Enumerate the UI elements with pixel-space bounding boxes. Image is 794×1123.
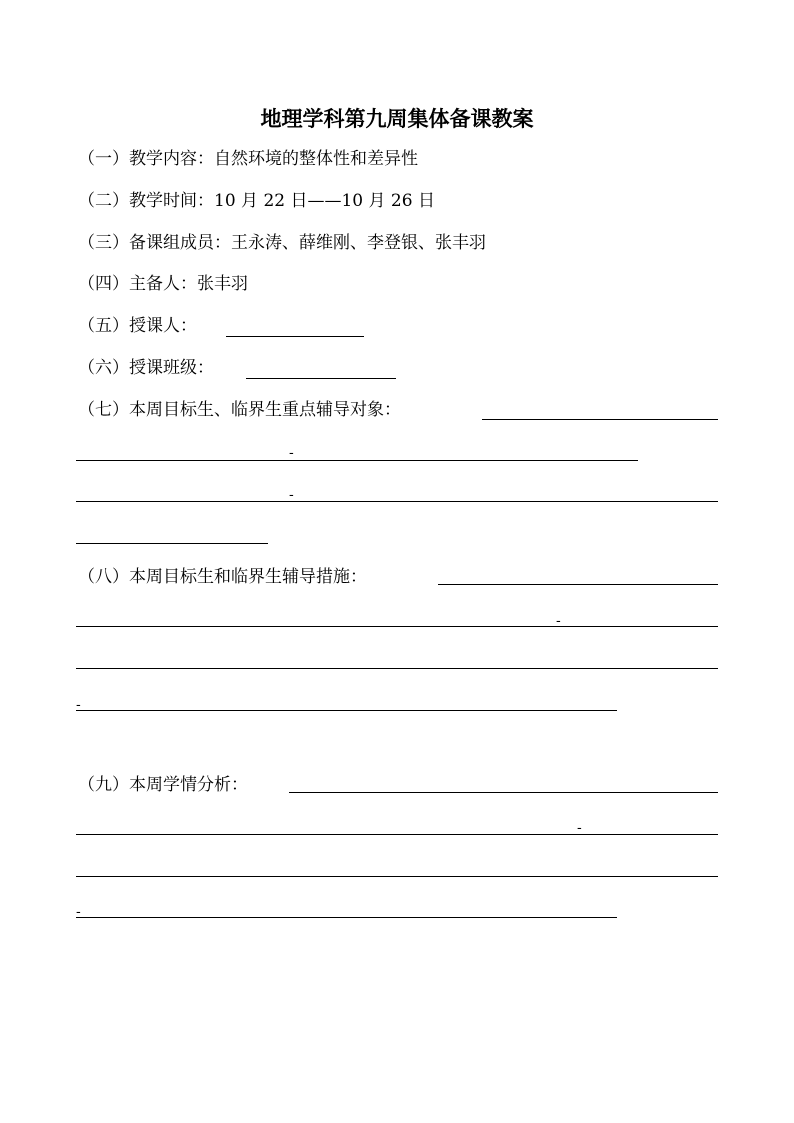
measures-blank-line-4 bbox=[76, 710, 617, 711]
targets-blank-line-3 bbox=[76, 501, 718, 502]
targets-blank-line-1 bbox=[482, 419, 718, 420]
targets-dash-2: - bbox=[289, 487, 294, 503]
item-teacher-label: （五）授课人： bbox=[78, 316, 197, 336]
targets-blank-line-4 bbox=[76, 543, 268, 544]
item-lead-preparer: （四）主备人：张丰羽 bbox=[78, 274, 248, 294]
item-group-members: （三）备课组成员：王永涛、薛维刚、李登银、张丰羽 bbox=[78, 233, 486, 253]
analysis-blank-line-2 bbox=[76, 834, 718, 835]
targets-blank-line-2 bbox=[76, 460, 638, 461]
item-targets-label: （七）本周目标生、临界生重点辅导对象： bbox=[78, 400, 401, 420]
class-blank-line bbox=[246, 378, 396, 379]
item-class-label: （六）授课班级： bbox=[78, 358, 214, 378]
item-teaching-content: （一）教学内容：自然环境的整体性和差异性 bbox=[78, 149, 418, 169]
measures-dash-1: - bbox=[556, 613, 561, 629]
item-measures-label: （八）本周目标生和临界生辅导措施： bbox=[78, 567, 367, 587]
item-teaching-time: （二）教学时间：10 月 22 日——10 月 26 日 bbox=[78, 191, 435, 211]
analysis-blank-line-4 bbox=[76, 917, 617, 918]
teacher-blank-line bbox=[226, 336, 364, 337]
measures-dash-2: - bbox=[76, 697, 81, 713]
measures-blank-line-2 bbox=[76, 626, 718, 627]
analysis-dash-1: - bbox=[577, 820, 582, 836]
page-title: 地理学科第九周集体备课教案 bbox=[260, 106, 534, 131]
analysis-blank-line-3 bbox=[76, 876, 718, 877]
measures-blank-line-3 bbox=[76, 668, 718, 669]
analysis-blank-line-1 bbox=[289, 792, 718, 793]
measures-blank-line-1 bbox=[438, 584, 718, 585]
targets-dash-1: - bbox=[289, 445, 294, 461]
analysis-dash-2: - bbox=[76, 904, 81, 920]
item-analysis-label: （九）本周学情分析： bbox=[78, 775, 248, 795]
